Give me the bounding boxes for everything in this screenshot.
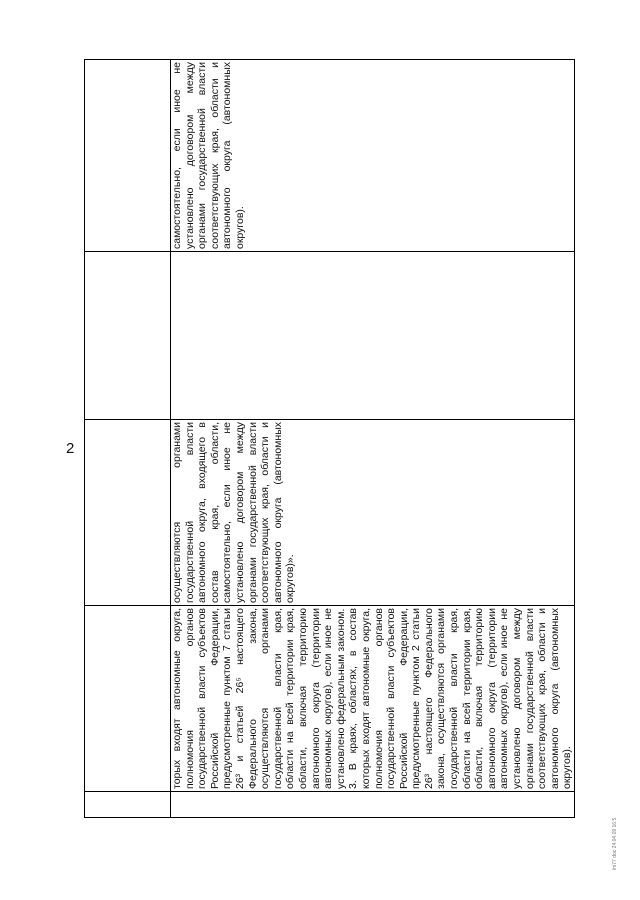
article-paragraph-3: 3. В краях, областях, в состав которых входят автономные округа, полномочия органов государственной власти субъектов Российской Федерации, предусмотренные пунктом 2 статьи 26³ настоящего Федерального закона, осуществляются органами государственной власти края, области на всей территории края, области, включая территорию автономного округа (территории автономных округов), если иное не установлено договором между органами государственной власти соответствующих края, области и автономного округа (автономных округов).: [347, 608, 574, 789]
table-cell-current-text: [171, 606, 575, 792]
table-cell-empty: [85, 60, 171, 252]
article-paragraph: торых входят автономные округа, полномочия органов государственной власти субъектов Российской Федерации, предусмотренные пунктом 7 статьи 26³ и статьей 26⁵ настоящего Федерального закона, осуществляются органами государственной власти края, области на всей территории края, области, включая территорию автономного округа (территории автономных округов), если иное не установлено федеральным законом.: [171, 608, 347, 789]
table-cell-empty: [171, 792, 575, 818]
table-cell-empty: [85, 606, 171, 792]
page-number: 2: [66, 440, 75, 457]
file-footer-note: lm77 doc 24.04.09 16:5: [612, 817, 618, 870]
rotated-table-container: [84, 60, 574, 818]
table-cell-empty: [85, 792, 171, 818]
table-row: [85, 60, 171, 818]
table-cell-empty: [171, 252, 575, 420]
table-row: [171, 60, 575, 818]
table-cell-empty: [85, 420, 171, 606]
table-cell-final-text: самостоятельно, если иное не установлено договором между органами государственной власти соответствующих края, области и автономного округа (автономных округов).: [171, 60, 575, 252]
comparison-table: [84, 59, 575, 818]
table-cell-proposed-text: осуществляются органами государственной власти автономного округа, входящего в состав края, области, самостоятельно, если иное не установлено договором между органами государственной власти соответствующих края, области и автономного округа (автономных округов)».: [171, 420, 575, 606]
table-cell-empty: [85, 252, 171, 420]
